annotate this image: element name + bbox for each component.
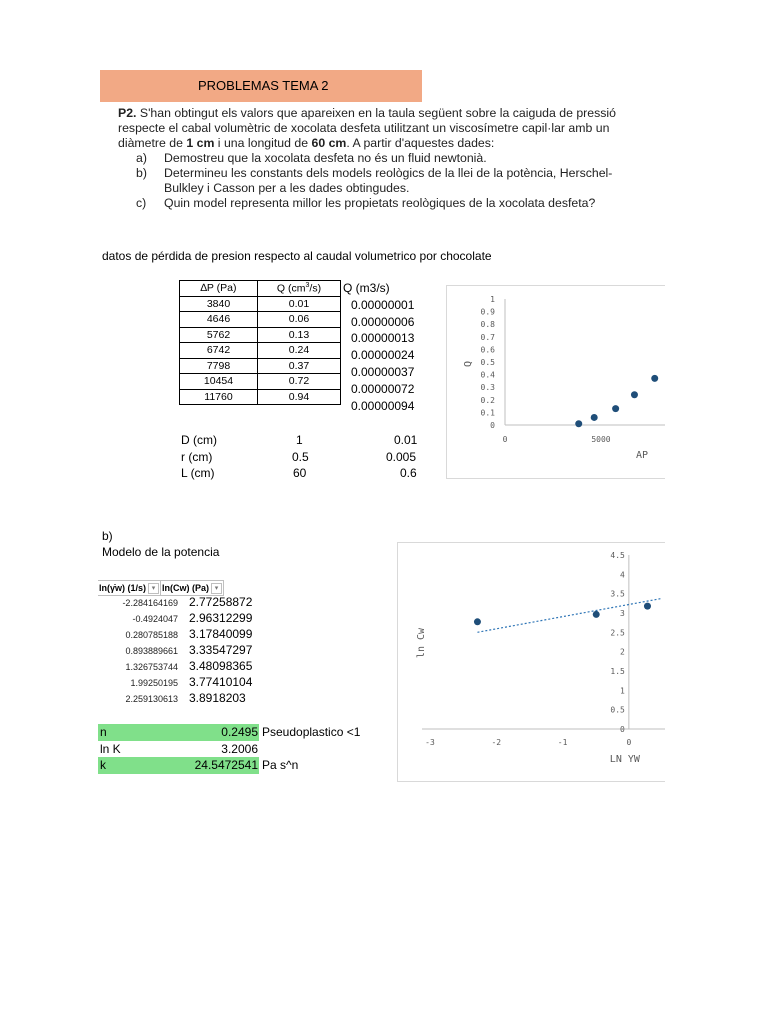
cell-q: 0.06 bbox=[258, 312, 341, 328]
y-tick-label: 0.9 bbox=[480, 307, 495, 317]
table-row bbox=[98, 675, 268, 691]
data-subtitle: datos de pérdida de presion respecto al caudal volumetrico por chocolate bbox=[102, 249, 492, 263]
cell-ln-cw: 3.17840099 bbox=[189, 627, 253, 641]
cell-q: 0.72 bbox=[258, 374, 341, 390]
result-label: k bbox=[100, 758, 106, 772]
cell-dp: 10454 bbox=[180, 374, 258, 390]
x-tick-label: 5000 bbox=[591, 435, 611, 444]
problem-line-1: S'han obtingut els valors que apareixen en la taula següent sobre la caiguda de pressió bbox=[136, 106, 616, 120]
y-tick-label: 0.2 bbox=[480, 395, 495, 405]
cell-ln-cw: 3.77410104 bbox=[189, 675, 253, 689]
table-row bbox=[180, 327, 341, 343]
y-tick-label: 0.5 bbox=[480, 358, 495, 367]
result-value: 24.5472541 bbox=[194, 758, 258, 772]
ln-cw-vs-ln-gamma-chart bbox=[397, 542, 665, 782]
table-row bbox=[180, 389, 341, 405]
data-point bbox=[593, 611, 600, 618]
table-row bbox=[180, 343, 341, 359]
y-tick-label: 0.3 bbox=[480, 383, 495, 393]
x-tick-label: -2 bbox=[491, 738, 502, 747]
data-point bbox=[575, 420, 582, 427]
cell-dp: 11760 bbox=[180, 389, 258, 405]
result-label: ln K bbox=[100, 741, 121, 756]
y-tick-label: 0 bbox=[620, 725, 625, 734]
x-tick-label: 0 bbox=[626, 738, 632, 747]
result-value: 3.2006 bbox=[221, 741, 258, 756]
pressure-flow-table bbox=[179, 280, 341, 405]
param-m: 0.6 bbox=[400, 466, 417, 480]
table-row bbox=[180, 296, 341, 312]
cell-q: 0.37 bbox=[258, 358, 341, 374]
y-tick-label: 0.4 bbox=[480, 370, 495, 380]
y-tick-label: 1 bbox=[490, 295, 495, 304]
y-tick-label: 0.5 bbox=[610, 705, 625, 715]
item-a-mark: a) bbox=[136, 151, 147, 165]
x-axis-title: AP bbox=[635, 450, 649, 461]
q-m3-value: 0.00000001 bbox=[351, 297, 415, 312]
cell-ln-cw: 3.8918203 bbox=[189, 691, 246, 705]
param-label: D (cm) bbox=[181, 433, 217, 447]
param-cm: 1 bbox=[296, 433, 303, 447]
table-row bbox=[180, 312, 341, 328]
table-row bbox=[98, 691, 268, 707]
header-dp: ∆P (Pa) bbox=[180, 281, 258, 297]
cell-ln-gamma: 2.259130613 bbox=[125, 694, 178, 704]
x-axis-title: LN YW bbox=[609, 754, 640, 765]
ln-table-body bbox=[98, 595, 268, 707]
problem-line-3a: diàmetre de bbox=[118, 136, 187, 150]
param-row bbox=[181, 465, 421, 482]
table-header-row bbox=[180, 281, 341, 297]
problem-line-3b: i una longitud de bbox=[214, 136, 312, 150]
data-point bbox=[644, 603, 651, 610]
table-row bbox=[180, 358, 341, 374]
y-tick-label: 2.5 bbox=[610, 628, 625, 638]
cell-ln-cw: 3.48098365 bbox=[189, 659, 253, 673]
q-vs-dp-plot bbox=[447, 286, 665, 478]
header-ln-cw[interactable]: ln(Cw) (Pa) ▾ bbox=[161, 580, 224, 596]
cell-ln-gamma: 1.326753744 bbox=[125, 662, 178, 672]
y-tick-label: 0.7 bbox=[480, 332, 495, 342]
cell-ln-gamma: -2.284164169 bbox=[122, 598, 178, 608]
title-banner bbox=[100, 70, 422, 102]
item-b-mark: b) bbox=[136, 166, 147, 180]
x-tick-label: 0 bbox=[502, 435, 508, 444]
trendline bbox=[477, 598, 662, 632]
param-cm: 60 bbox=[293, 466, 307, 480]
cell-dp: 3840 bbox=[180, 296, 258, 312]
filter-dropdown-icon[interactable]: ▾ bbox=[211, 583, 222, 594]
cell-dp: 7798 bbox=[180, 358, 258, 374]
param-m: 0.005 bbox=[386, 449, 417, 464]
cell-ln-gamma: 0.280785188 bbox=[125, 630, 178, 640]
problem-line-2: respecte el cabal volumètric de xocolata desfeta utilitzant un viscosímetre capil·lar amb un bbox=[118, 121, 610, 135]
cell-ln-gamma: 0.893889661 bbox=[125, 646, 178, 656]
y-tick-label: 0.8 bbox=[480, 320, 495, 330]
diameter-value: 1 cm bbox=[186, 136, 215, 150]
result-value: 0.2495 bbox=[221, 725, 258, 739]
cell-dp: 5762 bbox=[180, 327, 258, 343]
geometry-params bbox=[181, 432, 421, 482]
cell-ln-cw: 2.96312299 bbox=[189, 611, 253, 625]
section-b-title: Modelo de la potencia bbox=[102, 545, 220, 559]
table-row bbox=[98, 643, 268, 659]
param-label: L (cm) bbox=[181, 466, 215, 480]
cell-q: 0.01 bbox=[258, 296, 341, 312]
problem-line-3c: . A partir d'aquestes dades: bbox=[346, 136, 495, 150]
q-m3-value: 0.00000013 bbox=[351, 331, 415, 346]
cell-q: 0.94 bbox=[258, 389, 341, 405]
q-m3-value: 0.00000024 bbox=[351, 348, 415, 363]
y-tick-label: 3.5 bbox=[610, 589, 625, 599]
cell-dp: 6742 bbox=[180, 343, 258, 359]
table-row bbox=[98, 659, 268, 675]
table-row bbox=[98, 611, 268, 627]
q-m3-value: 0.00000006 bbox=[351, 314, 415, 329]
data-point bbox=[612, 405, 619, 412]
cell-ln-gamma: 1.99250195 bbox=[130, 678, 178, 688]
filter-dropdown-icon[interactable]: ▾ bbox=[148, 583, 159, 594]
x-tick-label: -1 bbox=[557, 738, 568, 747]
param-m: 0.01 bbox=[394, 433, 418, 447]
y-tick-label: 0.6 bbox=[480, 345, 495, 355]
header-q: Q $(cm^3/s)$ bbox=[258, 281, 341, 297]
y-tick-label: 0 bbox=[490, 421, 495, 430]
ln-table-header bbox=[98, 580, 224, 594]
table-row bbox=[98, 595, 268, 611]
q-m3-value: 0.00000094 bbox=[351, 398, 415, 413]
q-m3-header: Q (m3/s) bbox=[343, 281, 390, 295]
y-axis-title: ln Cw bbox=[416, 627, 427, 659]
data-point bbox=[631, 391, 638, 398]
item-b-text: Determineu les constants dels models reològics de la llei de la potència, Herschel- bbox=[164, 166, 613, 180]
data-point bbox=[474, 618, 481, 625]
section-b-letter: b) bbox=[102, 529, 113, 543]
header-ln-gamma[interactable]: ln(γ̇w) (1/s) ▾ bbox=[98, 580, 161, 596]
q-m3-column bbox=[343, 280, 414, 414]
cell-q: 0.13 bbox=[258, 327, 341, 343]
q-vs-dp-chart bbox=[446, 285, 665, 479]
cell-ln-cw: 3.33547297 bbox=[189, 643, 253, 657]
y-tick-label: 1 bbox=[620, 686, 625, 696]
x-tick-label: -3 bbox=[425, 738, 435, 747]
item-c-mark: c) bbox=[136, 196, 147, 210]
y-axis-title: Q bbox=[463, 360, 474, 368]
result-unit: Pa s^n bbox=[262, 758, 299, 772]
y-tick-label: 2 bbox=[620, 647, 625, 657]
param-label: r (cm) bbox=[181, 449, 213, 464]
y-tick-label: 4 bbox=[620, 570, 625, 580]
item-c-text: Quin model representa millor les propietats reològiques de la xocolata desfeta? bbox=[164, 196, 596, 210]
y-tick-label: 4.5 bbox=[610, 551, 625, 560]
item-a-text: Demostreu que la xocolata desfeta no és un fluid newtonià. bbox=[164, 151, 487, 165]
ln-plot bbox=[398, 543, 665, 781]
param-cm: 0.5 bbox=[292, 449, 309, 464]
cell-ln-cw: 2.77258872 bbox=[189, 595, 253, 609]
data-point bbox=[591, 414, 598, 421]
page-title: PROBLEMAS TEMA 2 bbox=[198, 78, 329, 93]
q-m3-value: 0.00000037 bbox=[351, 364, 415, 379]
cell-ln-gamma: -0.4924047 bbox=[132, 614, 178, 624]
result-unit: Pseudoplastico <1 bbox=[262, 725, 361, 739]
problem-number: P2. bbox=[118, 106, 137, 120]
cell-dp: 4646 bbox=[180, 312, 258, 328]
cell-q: 0.24 bbox=[258, 343, 341, 359]
q-m3-value: 0.00000072 bbox=[351, 381, 415, 396]
y-tick-label: 3 bbox=[620, 609, 625, 618]
param-row bbox=[181, 432, 421, 449]
data-point bbox=[651, 375, 658, 382]
table-row bbox=[98, 627, 268, 643]
problem-statement bbox=[118, 106, 664, 216]
table-row bbox=[180, 374, 341, 390]
length-value: 60 cm bbox=[311, 136, 347, 150]
item-b-cont-text: Bulkley i Casson per a les dades obtingudes. bbox=[164, 181, 410, 195]
param-row bbox=[181, 449, 421, 466]
y-tick-label: 0.1 bbox=[480, 408, 495, 418]
item-b-cont-mark bbox=[136, 181, 164, 196]
y-tick-label: 1.5 bbox=[610, 667, 625, 676]
result-label: n bbox=[100, 725, 107, 739]
